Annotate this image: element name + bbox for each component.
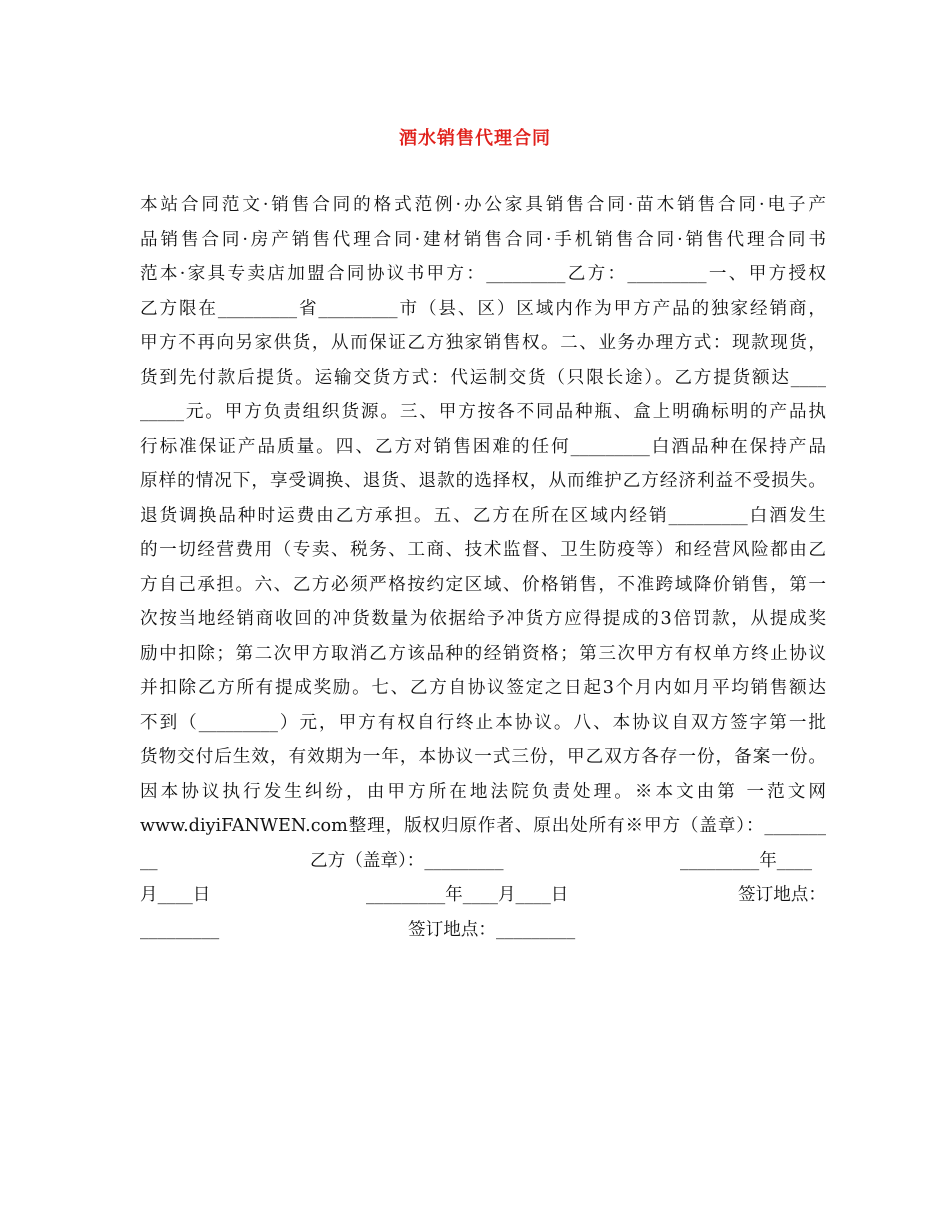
paragraph-line: 乙方限在_________省_________市（县、区）区域内作为甲方产品的独家经销商，: [140, 298, 826, 319]
party-a-date-month-day: 月____日: [140, 885, 211, 905]
paragraph-line: 退货调换品种时运费由乙方承担。五、乙方在所在区域内经销_________白酒发生: [140, 505, 826, 526]
paragraph-line: _____元。甲方负责组织货源。三、甲方按各不同品种瓶、盒上明确标明的产品执: [140, 402, 826, 422]
paragraph-line: 并扣除乙方所有提成奖励。七、乙方自协议签定之日起3个月内如月平均销售额达: [140, 678, 826, 698]
party-a-signing-place-blank: _________: [140, 919, 220, 940]
paragraph-line: 不到（_________）元，甲方有权自行终止本协议。八、本协议自双方签字第一批: [140, 712, 826, 733]
paragraph-line: 原样的情况下，享受调换、退货、退款的选择权，从而维护乙方经济利益不受损失。: [140, 471, 826, 491]
signature-row-1: [140, 844, 826, 879]
party-a-seal-tail: __: [140, 850, 158, 871]
paragraph-line: 行标准保证产品质量。四、乙方对销售困难的任何_________白酒品种在保持产品: [140, 436, 826, 457]
contract-body: [140, 188, 826, 947]
paragraph-line: 方自己承担。六、乙方必须严格按约定区域、价格销售，不准跨域降价销售，第一: [140, 574, 826, 595]
party-b-date: _________年____月____日: [366, 885, 569, 905]
paragraph-line: 的一切经营费用（专卖、税务、工商、技术监督、卫生防疫等）和经营风险都由乙: [140, 540, 826, 560]
paragraph-line: 货到先付款后提货。运输交货方式：代运制交货（只限长途）。乙方提货额达____: [140, 367, 826, 388]
paragraph-line: 次按当地经销商收回的冲货数量为依据给予冲货方应得提成的3倍罚款，从提成奖: [140, 609, 826, 629]
paragraph-line: 本站合同范文·销售合同的格式范例·办公家具销售合同·苗木销售合同·电子产: [140, 195, 826, 215]
paragraph-line: www.diyiFANWEN.com整理，版权归原作者、原出处所有※甲方（盖章）：_______: [140, 816, 826, 836]
paragraph-line: 品销售合同·房产销售代理合同·建材销售合同·手机销售合同·销售代理合同书: [140, 229, 826, 250]
party-a-date-year: _________年____: [680, 850, 812, 871]
party-b-seal: 乙方（盖章）：_________: [310, 850, 504, 871]
paragraph-line: 货物交付后生效，有效期为一年，本协议一式三份，甲乙双方各存一份，备案一份。: [140, 747, 826, 767]
paragraph-line: 励中扣除；第二次甲方取消乙方该品种的经销资格；第三次甲方有权单方终止协议: [140, 643, 826, 664]
party-a-signing-place-label: 签订地点：: [738, 885, 826, 905]
party-b-signing-place: 签订地点：_________: [408, 919, 576, 940]
paragraph-line: 因本协议执行发生纠纷，由甲方所在地法院负责处理。※本文由第 一范文网: [140, 781, 826, 802]
document-title: 酒水销售代理合同: [399, 128, 551, 149]
signature-row-2: [140, 878, 826, 913]
paragraph-line: 甲方不再向另家供货，从而保证乙方独家销售权。二、业务办理方式：现款现货，: [140, 333, 826, 353]
paragraph-line: 范本·家具专卖店加盟合同协议书甲方：_________乙方：_________一、甲方授权: [140, 264, 826, 284]
signature-row-3: [140, 913, 826, 948]
